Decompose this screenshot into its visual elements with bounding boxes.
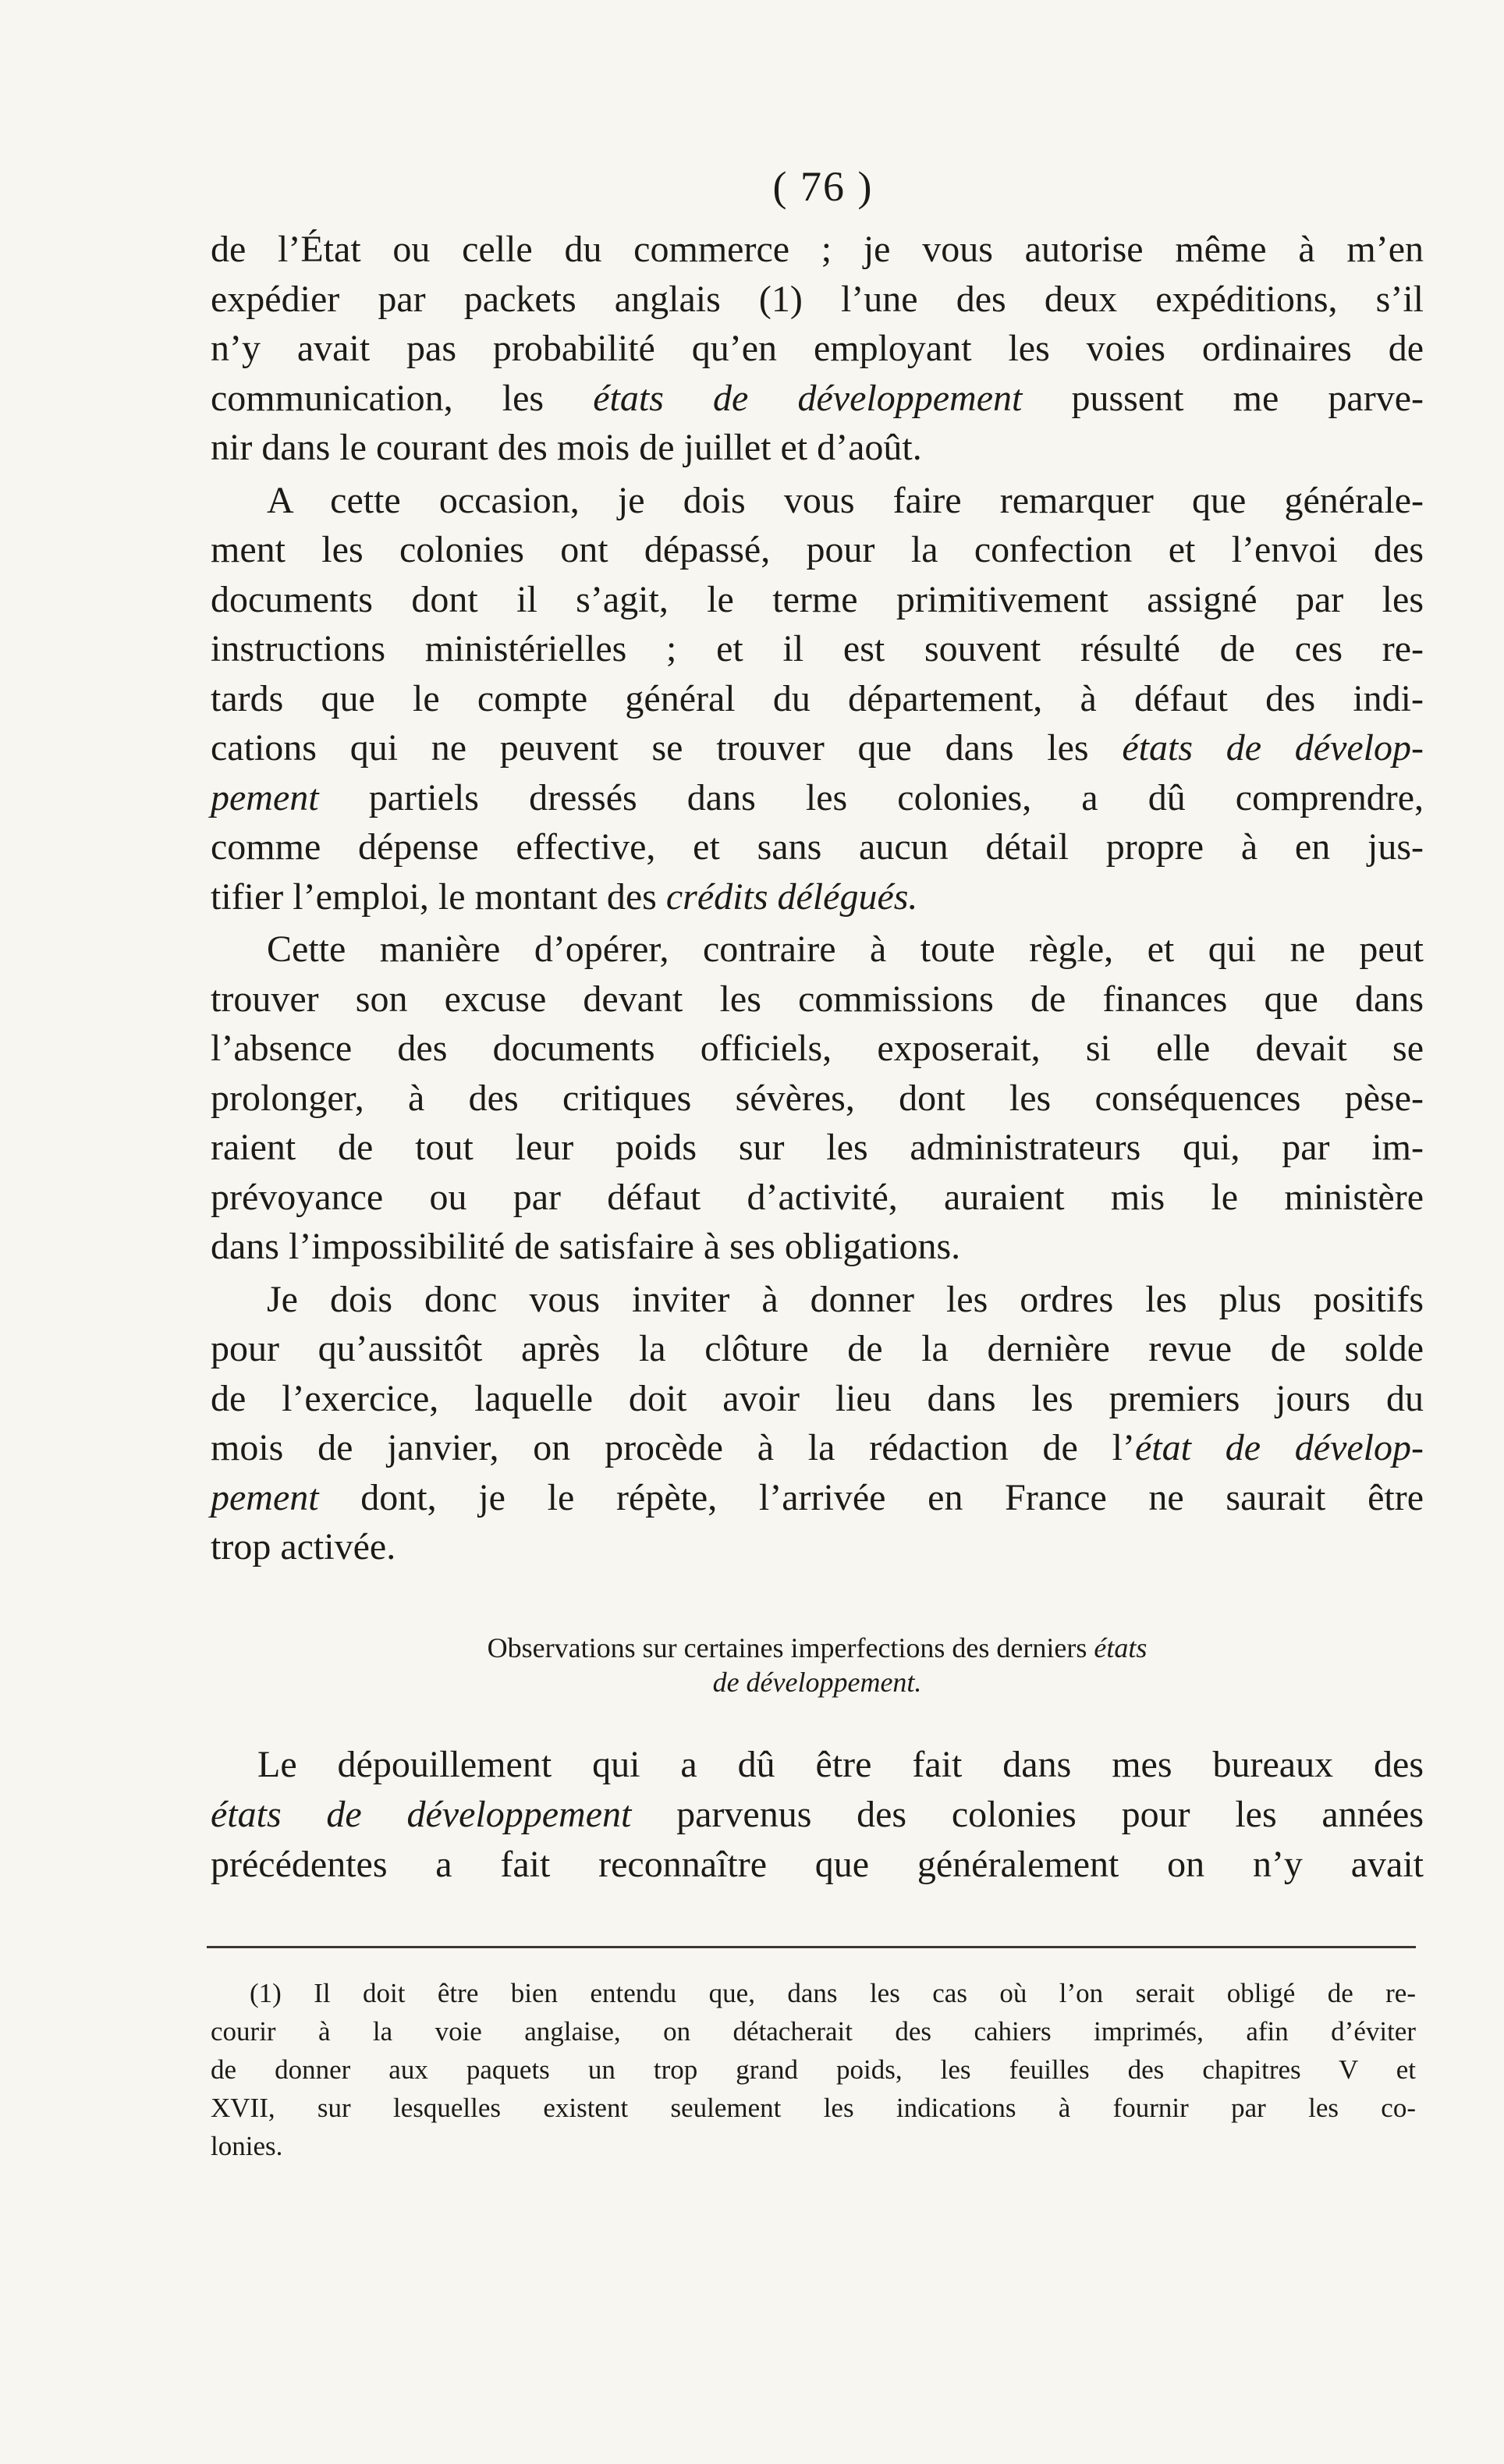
section-heading: [211, 1631, 1424, 1699]
text-line: [211, 723, 1424, 773]
text-line: pour qu’aussitôt après la clôture de la dernière revue de solde: [211, 1328, 1424, 1369]
text-segment: cations qui ne peuvent se trouver que dans les: [211, 727, 1123, 769]
paragraph-3: [211, 925, 1424, 1272]
italic-term: états de développement: [211, 1794, 632, 1835]
italic-term: états de développement: [593, 377, 1023, 419]
text-line: Cette manière d’opérer, contraire à toute règle, et qui ne peut: [267, 928, 1424, 970]
text-line: précédentes a fait reconnaître que généralement on n’y avait: [211, 1844, 1424, 1885]
italic-term: état de dévelop-: [1134, 1427, 1424, 1468]
text-line: [211, 1473, 1424, 1523]
footnote-line: (1) Il doit être bien entendu que, dans les cas où l’on serait obligé de re-: [250, 1978, 1416, 2008]
text-line: tards que le compte général du département, à défaut des indi-: [211, 677, 1424, 719]
text-line: dans l’impossibilité de satisfaire à ses obligations.: [211, 1226, 961, 1267]
section-heading-text: Observations sur certaines imperfections des derniers: [487, 1632, 1094, 1663]
paragraph-1: [211, 225, 1424, 473]
italic-term: pement: [211, 1476, 319, 1518]
italic-term: états de dévelop-: [1122, 727, 1424, 769]
text-segment: communication, les: [211, 377, 594, 419]
text-line: [211, 773, 1424, 823]
text-line: documents dont il s’agit, le terme primitivement assigné par les: [211, 578, 1424, 620]
section-heading-italic: états: [1094, 1632, 1148, 1663]
text-line: trouver son excuse devant les commissions de finances que dans: [211, 978, 1424, 1020]
italic-term: pement: [211, 776, 319, 818]
paragraph-2: [211, 476, 1424, 922]
footnote-line: courir à la voie anglaise, on détacherait des cahiers imprimés, afin d’éviter: [211, 2016, 1416, 2047]
page-number: ( 76 ): [772, 163, 874, 210]
text-line: n’y avait pas probabilité qu’en employant les voies ordinaires de: [211, 328, 1424, 369]
text-line: trop activée.: [211, 1526, 396, 1568]
text-line: ment les colonies ont dépassé, pour la confection et l’envoi des: [211, 529, 1424, 570]
text-line: instructions ministérielles ; et il est souvent résulté de ces re-: [211, 628, 1424, 669]
text-line: expédier par packets anglais (1) l’une des deux expéditions, s’il: [211, 278, 1424, 320]
footnote-line: XVII, sur lesquelles existent seulement les indications à fournir par les co-: [211, 2093, 1416, 2123]
text-line: l’absence des documents officiels, exposerait, si elle devait se: [211, 1028, 1424, 1069]
text-segment: pussent me parve-: [1022, 377, 1424, 419]
paragraph-after-heading: [211, 1740, 1424, 1890]
text-segment: parvenus des colonies pour les années: [631, 1794, 1424, 1835]
section-heading-line-2: de développement.: [712, 1667, 922, 1698]
text-line: [211, 872, 1424, 922]
text-line: [211, 374, 1424, 424]
text-segment: tifier l’emploi, le montant des: [211, 875, 666, 918]
text-line: Je dois donc vous inviter à donner les ordres les plus positifs: [267, 1278, 1424, 1320]
footnote-line: de donner aux paquets un trop grand poids, les feuilles des chapitres V et: [211, 2054, 1416, 2085]
text-line: comme dépense effective, et sans aucun détail propre à en jus-: [211, 826, 1424, 868]
text-line: raient de tout leur poids sur les administrateurs qui, par im-: [211, 1127, 1424, 1168]
paragraph-4: [211, 1275, 1424, 1572]
text-segment: mois de janvier, on procède à la rédaction de l’: [211, 1427, 1135, 1468]
text-line: prévoyance ou par défaut d’activité, auraient mis le ministère: [211, 1176, 1424, 1218]
text-line: [211, 1790, 1424, 1840]
text-line: de l’État ou celle du commerce ; je vous autorise même à m’en: [211, 229, 1424, 270]
text-line: A cette occasion, je dois vous faire remarquer que générale-: [267, 479, 1424, 521]
text-line: [211, 1423, 1424, 1473]
text-line: Le dépouillement qui a dû être fait dans mes bureaux des: [257, 1744, 1424, 1785]
italic-term: crédits délégués.: [665, 875, 918, 918]
text-segment: dont, je le répète, l’arrivée en France ne saurait être: [318, 1476, 1424, 1518]
footnote-divider: [207, 1946, 1416, 1948]
footnote: [211, 1974, 1416, 2165]
text-line: prolonger, à des critiques sévères, dont les conséquences pèse-: [211, 1077, 1424, 1119]
text-line: nir dans le courant des mois de juillet et d’août.: [211, 427, 922, 468]
footnote-line: lonies.: [211, 2131, 283, 2161]
text-line: de l’exercice, laquelle doit avoir lieu dans les premiers jours du: [211, 1377, 1424, 1419]
main-text: [211, 225, 1424, 1575]
text-segment: partiels dressés dans les colonies, a dû comprendre,: [318, 776, 1424, 818]
